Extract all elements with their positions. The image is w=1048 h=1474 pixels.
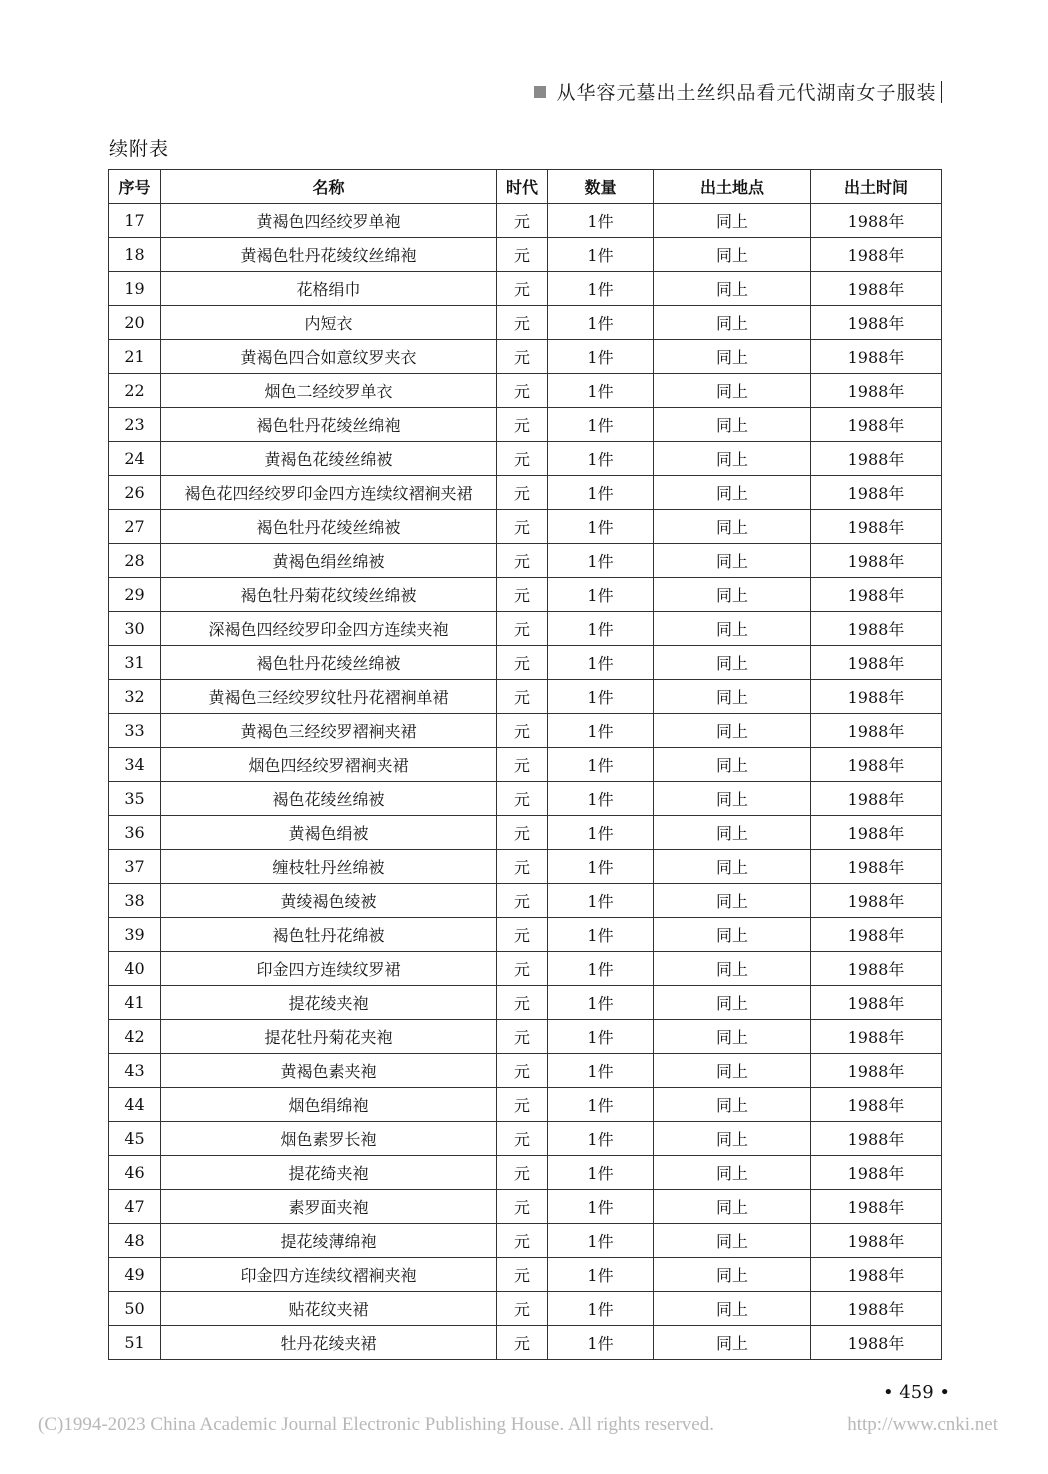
cell-name: 黄褐色绢丝绵被 — [161, 544, 497, 578]
cell-era: 元 — [497, 986, 548, 1020]
cell-location: 同上 — [654, 578, 811, 612]
data-table — [108, 169, 942, 1360]
cell-era: 元 — [497, 408, 548, 442]
cell-name: 提花绮夹袍 — [161, 1156, 497, 1190]
cell-date: 1988年 — [811, 476, 942, 510]
table-row — [109, 578, 942, 612]
cell-name: 褐色花四经绞罗印金四方连续纹褶裥夹裙 — [161, 476, 497, 510]
cell-name: 黄褐色三经绞罗褶裥夹裙 — [161, 714, 497, 748]
cell-quantity: 1件 — [548, 544, 654, 578]
cell-index: 20 — [109, 306, 161, 340]
cell-index: 40 — [109, 952, 161, 986]
cell-index: 18 — [109, 238, 161, 272]
table-row — [109, 1224, 942, 1258]
cell-date: 1988年 — [811, 748, 942, 782]
cell-quantity: 1件 — [548, 1326, 654, 1360]
cell-quantity: 1件 — [548, 986, 654, 1020]
cell-name: 黄褐色绢被 — [161, 816, 497, 850]
cell-quantity: 1件 — [548, 1292, 654, 1326]
cell-date: 1988年 — [811, 272, 942, 306]
table-row — [109, 986, 942, 1020]
footer — [38, 1414, 998, 1436]
column-header-date: 出土时间 — [811, 170, 942, 204]
cell-location: 同上 — [654, 1224, 811, 1258]
table-row — [109, 782, 942, 816]
cell-date: 1988年 — [811, 1190, 942, 1224]
cell-date: 1988年 — [811, 714, 942, 748]
cell-index: 22 — [109, 374, 161, 408]
cell-quantity: 1件 — [548, 612, 654, 646]
cell-index: 32 — [109, 680, 161, 714]
cell-index: 48 — [109, 1224, 161, 1258]
cell-era: 元 — [497, 680, 548, 714]
cell-index: 51 — [109, 1326, 161, 1360]
cell-name: 褐色牡丹花绫丝绵被 — [161, 646, 497, 680]
cell-date: 1988年 — [811, 1292, 942, 1326]
page-number: • 459 • — [882, 1382, 950, 1403]
cell-index: 35 — [109, 782, 161, 816]
cell-name: 缠枝牡丹丝绵被 — [161, 850, 497, 884]
cell-era: 元 — [497, 1020, 548, 1054]
cell-era: 元 — [497, 578, 548, 612]
cell-quantity: 1件 — [548, 204, 654, 238]
cell-name: 黄褐色四合如意纹罗夹衣 — [161, 340, 497, 374]
cell-date: 1988年 — [811, 1326, 942, 1360]
cell-quantity: 1件 — [548, 884, 654, 918]
cell-index: 34 — [109, 748, 161, 782]
cell-location: 同上 — [654, 884, 811, 918]
cell-index: 43 — [109, 1054, 161, 1088]
cell-location: 同上 — [654, 442, 811, 476]
cell-index: 47 — [109, 1190, 161, 1224]
cell-index: 24 — [109, 442, 161, 476]
table-row — [109, 204, 942, 238]
cell-location: 同上 — [654, 1088, 811, 1122]
cell-name: 提花牡丹菊花夹袍 — [161, 1020, 497, 1054]
cell-era: 元 — [497, 374, 548, 408]
cell-name: 内短衣 — [161, 306, 497, 340]
header-rule — [941, 81, 943, 103]
cell-name: 花格绢巾 — [161, 272, 497, 306]
cell-era: 元 — [497, 1190, 548, 1224]
cell-location: 同上 — [654, 714, 811, 748]
cell-era: 元 — [497, 952, 548, 986]
cell-name: 烟色二经绞罗单衣 — [161, 374, 497, 408]
cell-quantity: 1件 — [548, 510, 654, 544]
cell-location: 同上 — [654, 680, 811, 714]
cell-date: 1988年 — [811, 918, 942, 952]
cell-date: 1988年 — [811, 612, 942, 646]
table-row — [109, 816, 942, 850]
cell-quantity: 1件 — [548, 714, 654, 748]
cell-location: 同上 — [654, 1020, 811, 1054]
table-body — [109, 204, 942, 1360]
table-row — [109, 272, 942, 306]
cell-date: 1988年 — [811, 1054, 942, 1088]
table-row — [109, 918, 942, 952]
table-row — [109, 1190, 942, 1224]
table-row — [109, 1156, 942, 1190]
cell-quantity: 1件 — [548, 476, 654, 510]
table-header-row — [109, 170, 942, 204]
cell-quantity: 1件 — [548, 408, 654, 442]
cell-location: 同上 — [654, 748, 811, 782]
column-header-name: 名称 — [161, 170, 497, 204]
cell-name: 印金四方连续纹褶裥夹袍 — [161, 1258, 497, 1292]
cell-era: 元 — [497, 646, 548, 680]
cell-index: 17 — [109, 204, 161, 238]
table-row — [109, 680, 942, 714]
cell-location: 同上 — [654, 1122, 811, 1156]
table-row — [109, 374, 942, 408]
cell-location: 同上 — [654, 544, 811, 578]
cell-quantity: 1件 — [548, 1258, 654, 1292]
cell-era: 元 — [497, 442, 548, 476]
cell-index: 45 — [109, 1122, 161, 1156]
cell-location: 同上 — [654, 986, 811, 1020]
cell-date: 1988年 — [811, 680, 942, 714]
cell-quantity: 1件 — [548, 340, 654, 374]
cell-quantity: 1件 — [548, 238, 654, 272]
cell-quantity: 1件 — [548, 1224, 654, 1258]
cell-name: 褐色牡丹菊花纹绫丝绵被 — [161, 578, 497, 612]
cell-quantity: 1件 — [548, 680, 654, 714]
cell-index: 28 — [109, 544, 161, 578]
table-row — [109, 1020, 942, 1054]
table-caption: 续附表 — [109, 138, 170, 160]
table-row — [109, 612, 942, 646]
cell-name: 贴花纹夹裙 — [161, 1292, 497, 1326]
cell-era: 元 — [497, 1156, 548, 1190]
cell-name: 烟色绢绵袍 — [161, 1088, 497, 1122]
cell-era: 元 — [497, 476, 548, 510]
cell-era: 元 — [497, 544, 548, 578]
cell-era: 元 — [497, 1258, 548, 1292]
cell-quantity: 1件 — [548, 578, 654, 612]
table-row — [109, 340, 942, 374]
cell-name: 牡丹花绫夹裙 — [161, 1326, 497, 1360]
cell-era: 元 — [497, 306, 548, 340]
cell-name: 黄绫褐色绫被 — [161, 884, 497, 918]
cell-location: 同上 — [654, 646, 811, 680]
cell-location: 同上 — [654, 510, 811, 544]
column-header-index: 序号 — [109, 170, 161, 204]
cell-era: 元 — [497, 782, 548, 816]
cell-era: 元 — [497, 612, 548, 646]
cell-date: 1988年 — [811, 510, 942, 544]
cell-index: 27 — [109, 510, 161, 544]
table-row — [109, 1292, 942, 1326]
cell-era: 元 — [497, 816, 548, 850]
cell-quantity: 1件 — [548, 306, 654, 340]
cell-name: 黄褐色四经绞罗单袍 — [161, 204, 497, 238]
cell-quantity: 1件 — [548, 1156, 654, 1190]
cell-era: 元 — [497, 1326, 548, 1360]
cell-index: 38 — [109, 884, 161, 918]
cell-index: 31 — [109, 646, 161, 680]
cell-date: 1988年 — [811, 1258, 942, 1292]
cell-date: 1988年 — [811, 816, 942, 850]
cell-name: 褐色牡丹花绫丝绵被 — [161, 510, 497, 544]
cell-era: 元 — [497, 850, 548, 884]
table-row — [109, 1122, 942, 1156]
table-row — [109, 1054, 942, 1088]
cell-era: 元 — [497, 272, 548, 306]
cell-date: 1988年 — [811, 1020, 942, 1054]
table-row — [109, 306, 942, 340]
cell-name: 提花绫薄绵袍 — [161, 1224, 497, 1258]
table-row — [109, 1258, 942, 1292]
cell-era: 元 — [497, 238, 548, 272]
table-row — [109, 850, 942, 884]
cell-quantity: 1件 — [548, 782, 654, 816]
cell-location: 同上 — [654, 1190, 811, 1224]
cell-quantity: 1件 — [548, 1054, 654, 1088]
cell-date: 1988年 — [811, 204, 942, 238]
cell-index: 41 — [109, 986, 161, 1020]
table-row — [109, 1326, 942, 1360]
cell-location: 同上 — [654, 1292, 811, 1326]
cell-date: 1988年 — [811, 646, 942, 680]
cell-date: 1988年 — [811, 952, 942, 986]
cell-date: 1988年 — [811, 340, 942, 374]
cell-index: 46 — [109, 1156, 161, 1190]
cell-index: 33 — [109, 714, 161, 748]
cell-quantity: 1件 — [548, 748, 654, 782]
cell-location: 同上 — [654, 238, 811, 272]
cell-index: 30 — [109, 612, 161, 646]
running-title: 从华容元墓出土丝织品看元代湖南女子服装 — [556, 82, 937, 104]
cell-name: 褐色花绫丝绵被 — [161, 782, 497, 816]
cell-era: 元 — [497, 510, 548, 544]
cell-index: 36 — [109, 816, 161, 850]
table-row — [109, 1088, 942, 1122]
column-header-era: 时代 — [497, 170, 548, 204]
cell-era: 元 — [497, 748, 548, 782]
cell-index: 50 — [109, 1292, 161, 1326]
cell-era: 元 — [497, 204, 548, 238]
table-row — [109, 408, 942, 442]
cell-date: 1988年 — [811, 442, 942, 476]
table-row — [109, 646, 942, 680]
running-header — [534, 78, 942, 105]
cell-name: 褐色牡丹花绫丝绵袍 — [161, 408, 497, 442]
cell-index: 23 — [109, 408, 161, 442]
cell-name: 烟色四经绞罗褶裥夹裙 — [161, 748, 497, 782]
cell-index: 19 — [109, 272, 161, 306]
cell-quantity: 1件 — [548, 374, 654, 408]
cell-location: 同上 — [654, 782, 811, 816]
cell-index: 37 — [109, 850, 161, 884]
cell-date: 1988年 — [811, 306, 942, 340]
cell-name: 黄褐色花绫丝绵被 — [161, 442, 497, 476]
table-row — [109, 748, 942, 782]
cell-date: 1988年 — [811, 1224, 942, 1258]
cell-era: 元 — [497, 918, 548, 952]
cell-name: 黄褐色牡丹花绫纹丝绵袍 — [161, 238, 497, 272]
cell-date: 1988年 — [811, 1122, 942, 1156]
table-row — [109, 238, 942, 272]
cell-index: 29 — [109, 578, 161, 612]
cell-quantity: 1件 — [548, 918, 654, 952]
cell-era: 元 — [497, 1054, 548, 1088]
cell-name: 黄褐色素夹袍 — [161, 1054, 497, 1088]
cell-date: 1988年 — [811, 1156, 942, 1190]
cell-location: 同上 — [654, 918, 811, 952]
cell-name: 烟色素罗长袍 — [161, 1122, 497, 1156]
cell-name: 印金四方连续纹罗裙 — [161, 952, 497, 986]
cell-index: 26 — [109, 476, 161, 510]
cell-quantity: 1件 — [548, 1020, 654, 1054]
cell-era: 元 — [497, 714, 548, 748]
table-row — [109, 510, 942, 544]
cell-location: 同上 — [654, 816, 811, 850]
cell-date: 1988年 — [811, 850, 942, 884]
cell-quantity: 1件 — [548, 442, 654, 476]
cell-era: 元 — [497, 1224, 548, 1258]
cell-date: 1988年 — [811, 782, 942, 816]
cell-location: 同上 — [654, 476, 811, 510]
cell-quantity: 1件 — [548, 1088, 654, 1122]
cell-location: 同上 — [654, 272, 811, 306]
cell-date: 1988年 — [811, 408, 942, 442]
cell-quantity: 1件 — [548, 816, 654, 850]
table-row — [109, 442, 942, 476]
cell-location: 同上 — [654, 306, 811, 340]
cell-location: 同上 — [654, 1326, 811, 1360]
cell-date: 1988年 — [811, 238, 942, 272]
cell-date: 1988年 — [811, 374, 942, 408]
cell-era: 元 — [497, 1122, 548, 1156]
cell-name: 素罗面夹袍 — [161, 1190, 497, 1224]
cell-date: 1988年 — [811, 544, 942, 578]
column-header-quantity: 数量 — [548, 170, 654, 204]
copyright-notice: (C)1994-2023 China Academic Journal Electronic Publishing House. All rights reserved. — [38, 1414, 714, 1435]
table-row — [109, 714, 942, 748]
table-row — [109, 544, 942, 578]
cell-index: 49 — [109, 1258, 161, 1292]
cell-location: 同上 — [654, 952, 811, 986]
cell-location: 同上 — [654, 1054, 811, 1088]
cell-quantity: 1件 — [548, 1190, 654, 1224]
cell-index: 42 — [109, 1020, 161, 1054]
cell-index: 21 — [109, 340, 161, 374]
cell-quantity: 1件 — [548, 272, 654, 306]
cell-name: 褐色牡丹花绵被 — [161, 918, 497, 952]
cell-index: 44 — [109, 1088, 161, 1122]
table-row — [109, 952, 942, 986]
cell-location: 同上 — [654, 408, 811, 442]
cell-quantity: 1件 — [548, 850, 654, 884]
table-row — [109, 476, 942, 510]
cell-era: 元 — [497, 1292, 548, 1326]
cell-location: 同上 — [654, 204, 811, 238]
cell-name: 黄褐色三经绞罗纹牡丹花褶裥单裙 — [161, 680, 497, 714]
cell-index: 39 — [109, 918, 161, 952]
cell-era: 元 — [497, 340, 548, 374]
cell-date: 1988年 — [811, 884, 942, 918]
cell-quantity: 1件 — [548, 646, 654, 680]
cell-era: 元 — [497, 884, 548, 918]
cell-quantity: 1件 — [548, 952, 654, 986]
cell-location: 同上 — [654, 374, 811, 408]
cell-location: 同上 — [654, 1156, 811, 1190]
column-header-location: 出土地点 — [654, 170, 811, 204]
cell-location: 同上 — [654, 340, 811, 374]
cell-date: 1988年 — [811, 986, 942, 1020]
table-row — [109, 884, 942, 918]
footer-url: http://www.cnki.net — [847, 1414, 998, 1435]
cell-name: 深褐色四经绞罗印金四方连续夹袍 — [161, 612, 497, 646]
cell-location: 同上 — [654, 1258, 811, 1292]
cell-date: 1988年 — [811, 578, 942, 612]
cell-quantity: 1件 — [548, 1122, 654, 1156]
cell-era: 元 — [497, 1088, 548, 1122]
square-bullet-icon — [534, 86, 546, 98]
cell-location: 同上 — [654, 850, 811, 884]
cell-date: 1988年 — [811, 1088, 942, 1122]
cell-location: 同上 — [654, 612, 811, 646]
cell-name: 提花绫夹袍 — [161, 986, 497, 1020]
